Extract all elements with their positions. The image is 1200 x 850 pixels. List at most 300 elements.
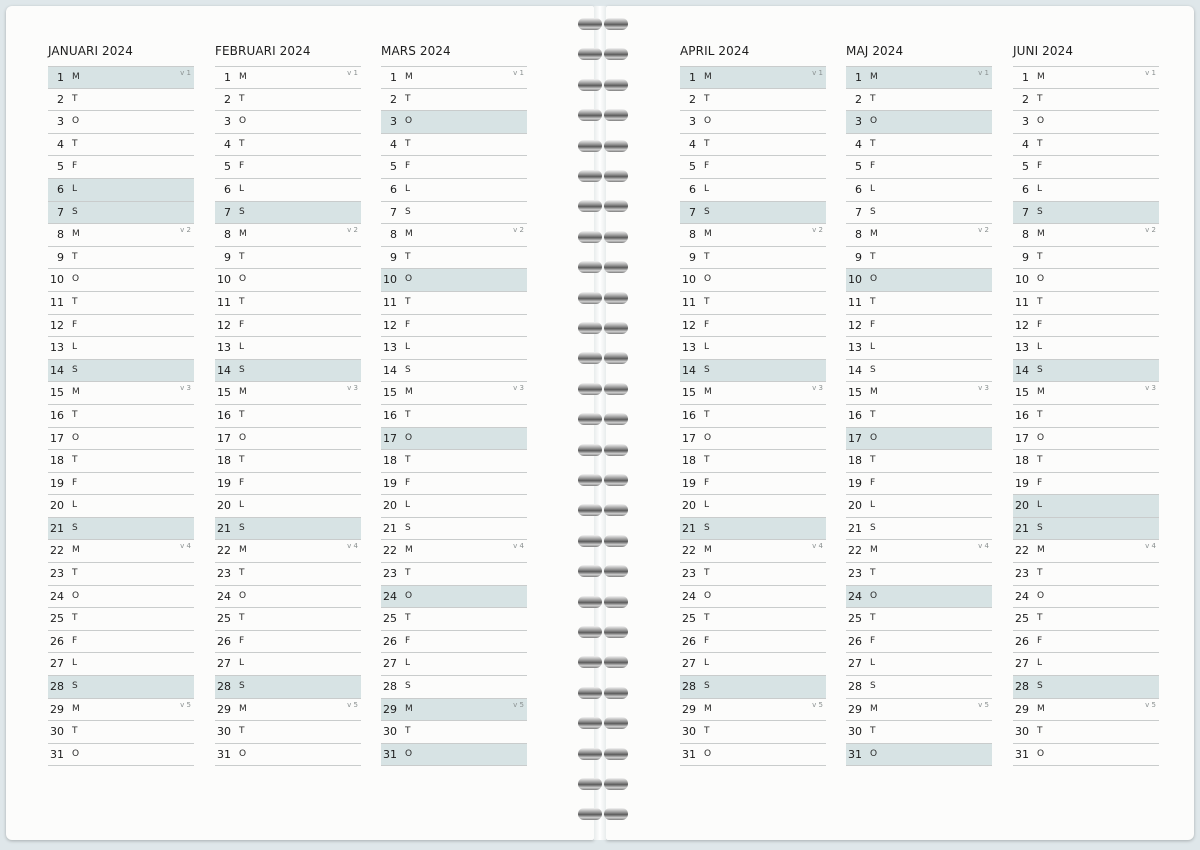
weekday-letter: F: [704, 319, 710, 330]
day-row: [381, 721, 527, 744]
month-title: JUNI 2024: [1013, 44, 1074, 58]
day-row: [680, 111, 826, 134]
day-number: 6: [855, 182, 862, 196]
weekday-letter: F: [405, 319, 411, 330]
weekday-letter: T: [1037, 613, 1043, 624]
day-row: [48, 134, 194, 157]
day-row: [48, 428, 194, 451]
binding-ring: [576, 292, 630, 304]
day-row: [381, 428, 527, 451]
weekday-letter: T: [72, 251, 78, 262]
day-number: 23: [1015, 567, 1029, 581]
day-row: [680, 202, 826, 225]
binding-ring: [576, 596, 630, 608]
weekday-letter: O: [1037, 748, 1045, 759]
binding-ring: [576, 261, 630, 273]
month-february: [215, 44, 361, 766]
weekday-letter: L: [1037, 342, 1043, 353]
day-row: [1013, 292, 1159, 315]
day-number: 7: [855, 205, 862, 219]
weekday-letter: T: [239, 409, 245, 420]
week-number: v 5: [1145, 700, 1156, 709]
weekday-letter: S: [870, 206, 876, 217]
weekday-letter: S: [405, 206, 411, 217]
binding-ring: [576, 717, 630, 729]
weekday-letter: T: [704, 93, 710, 104]
day-number: 13: [682, 341, 696, 355]
weekday-letter: T: [405, 409, 411, 420]
day-row: [48, 111, 194, 134]
day-number: 3: [57, 115, 64, 129]
week-number: v 2: [1145, 226, 1156, 235]
binding-ring: [576, 79, 630, 91]
day-number: 14: [50, 363, 64, 377]
month-january: [48, 44, 194, 766]
day-row: [846, 608, 992, 631]
day-number: 4: [689, 137, 696, 151]
day-number: 24: [682, 589, 696, 603]
weekday-letter: L: [405, 183, 411, 194]
day-number: 21: [383, 521, 397, 535]
weekday-letter: T: [72, 296, 78, 307]
day-number: 2: [855, 92, 862, 106]
day-number: 21: [848, 521, 862, 535]
weekday-letter: L: [239, 658, 245, 669]
day-number: 8: [390, 228, 397, 242]
day-row: [1013, 66, 1159, 89]
day-number: 13: [217, 341, 231, 355]
day-row: [680, 721, 826, 744]
weekday-letter: T: [239, 726, 245, 737]
weekday-letter: O: [239, 116, 247, 127]
weekday-letter: T: [72, 568, 78, 579]
weekday-letter: T: [1037, 296, 1043, 307]
day-row: [48, 405, 194, 428]
day-row: [846, 721, 992, 744]
weekday-letter: T: [405, 138, 411, 149]
weekday-letter: S: [704, 522, 710, 533]
day-number: 24: [848, 589, 862, 603]
day-number: 7: [689, 205, 696, 219]
weekday-letter: S: [72, 206, 78, 217]
weekday-letter: O: [704, 432, 712, 443]
day-number: 16: [848, 408, 862, 422]
weekday-letter: T: [72, 613, 78, 624]
day-row: [846, 563, 992, 586]
weekday-letter: M: [870, 703, 878, 714]
day-row: [1013, 111, 1159, 134]
day-number: 5: [224, 160, 231, 174]
month-title: FEBRUARI 2024: [215, 44, 311, 58]
weekday-letter: M: [704, 229, 712, 240]
day-number: 18: [848, 454, 862, 468]
day-number: 21: [682, 521, 696, 535]
day-number: 14: [217, 363, 231, 377]
day-number: 24: [1015, 589, 1029, 603]
day-number: 19: [848, 476, 862, 490]
day-number: 27: [50, 657, 64, 671]
day-row: [846, 269, 992, 292]
weekday-letter: S: [870, 681, 876, 692]
weekday-letter: T: [1037, 726, 1043, 737]
day-row: [215, 540, 361, 563]
binding-ring: [576, 504, 630, 516]
weekday-letter: O: [1037, 116, 1045, 127]
day-row: [846, 653, 992, 676]
day-row: [215, 269, 361, 292]
day-row: [846, 360, 992, 383]
day-number: 22: [383, 544, 397, 558]
day-row: [846, 699, 992, 722]
day-number: 14: [848, 363, 862, 377]
day-number: 2: [689, 92, 696, 106]
day-number: 12: [848, 318, 862, 332]
weekday-letter: F: [72, 477, 78, 488]
day-row: [215, 360, 361, 383]
day-number: 26: [1015, 634, 1029, 648]
weekday-letter: M: [704, 387, 712, 398]
day-number: 30: [1015, 725, 1029, 739]
day-number: 22: [50, 544, 64, 558]
weekday-letter: L: [239, 500, 245, 511]
weekday-letter: O: [405, 274, 413, 285]
day-number: 23: [848, 567, 862, 581]
week-number: v 3: [347, 384, 358, 393]
weekday-letter: T: [405, 296, 411, 307]
weekday-letter: M: [1037, 545, 1045, 556]
weekday-letter: O: [405, 116, 413, 127]
day-number: 17: [383, 431, 397, 445]
day-row: [381, 269, 527, 292]
day-number: 22: [848, 544, 862, 558]
day-number: 15: [848, 386, 862, 400]
day-row: [48, 744, 194, 767]
weekday-letter: L: [1037, 658, 1043, 669]
week-number: v 2: [812, 226, 823, 235]
day-row: [680, 405, 826, 428]
day-row: [48, 269, 194, 292]
weekday-letter: T: [239, 568, 245, 579]
weekday-letter: T: [704, 726, 710, 737]
day-row: [680, 66, 826, 89]
day-number: 14: [682, 363, 696, 377]
day-number: 8: [689, 228, 696, 242]
day-row: [381, 292, 527, 315]
week-number: v 1: [1145, 69, 1156, 77]
weekday-letter: T: [870, 726, 876, 737]
weekday-letter: F: [1037, 635, 1043, 646]
day-row: [680, 247, 826, 270]
day-number: 27: [1015, 657, 1029, 671]
month-june: [1013, 44, 1159, 766]
day-row: [846, 744, 992, 767]
weekday-letter: O: [405, 748, 413, 759]
day-row: [680, 156, 826, 179]
weekday-letter: F: [239, 477, 245, 488]
day-row: [846, 382, 992, 405]
day-row: [1013, 202, 1159, 225]
day-list: [381, 66, 527, 766]
weekday-letter: M: [72, 72, 80, 82]
day-number: 29: [848, 702, 862, 716]
day-number: 17: [217, 431, 231, 445]
week-number: v 5: [812, 700, 823, 709]
day-row: [215, 744, 361, 767]
weekday-letter: O: [72, 432, 80, 443]
day-number: 23: [682, 567, 696, 581]
day-number: 29: [1015, 702, 1029, 716]
day-number: 27: [217, 657, 231, 671]
weekday-letter: M: [72, 229, 80, 240]
day-row: [48, 382, 194, 405]
weekday-letter: M: [239, 545, 247, 556]
day-row: [381, 473, 527, 496]
weekday-letter: F: [870, 635, 876, 646]
day-number: 6: [390, 182, 397, 196]
binding-ring: [576, 778, 630, 790]
day-row: [680, 586, 826, 609]
day-number: 8: [1022, 228, 1029, 242]
weekday-letter: L: [239, 342, 245, 353]
week-number: v 4: [978, 542, 989, 551]
day-row: [215, 428, 361, 451]
month-title: JANUARI 2024: [48, 44, 133, 58]
weekday-letter: F: [239, 319, 245, 330]
week-number: v 4: [180, 542, 191, 551]
day-number: 31: [682, 747, 696, 761]
binding-ring: [576, 352, 630, 364]
day-number: 29: [50, 702, 64, 716]
day-number: 16: [383, 408, 397, 422]
day-number: 24: [217, 589, 231, 603]
weekday-letter: F: [870, 477, 876, 488]
day-number: 15: [1015, 386, 1029, 400]
day-number: 5: [57, 160, 64, 174]
weekday-letter: S: [704, 364, 710, 375]
day-row: [48, 66, 194, 89]
weekday-letter: M: [1037, 387, 1045, 398]
day-number: 28: [50, 680, 64, 694]
weekday-letter: M: [1037, 72, 1045, 82]
day-row: [1013, 473, 1159, 496]
day-number: 3: [224, 115, 231, 129]
day-number: 18: [682, 454, 696, 468]
day-row: [846, 337, 992, 360]
day-row: [680, 631, 826, 654]
day-number: 11: [383, 295, 397, 309]
day-number: 4: [1022, 137, 1029, 151]
day-row: [48, 518, 194, 541]
weekday-letter: S: [72, 364, 78, 375]
weekday-letter: M: [405, 387, 413, 398]
day-number: 28: [848, 680, 862, 694]
day-number: 20: [682, 499, 696, 513]
weekday-letter: F: [704, 161, 710, 172]
day-row: [680, 315, 826, 338]
weekday-letter: S: [72, 681, 78, 692]
day-row: [846, 495, 992, 518]
day-number: 31: [50, 747, 64, 761]
binding-ring: [576, 413, 630, 425]
weekday-letter: M: [1037, 229, 1045, 240]
weekday-letter: L: [870, 500, 876, 511]
binding-ring: [576, 656, 630, 668]
day-row: [48, 89, 194, 112]
weekday-letter: M: [239, 229, 247, 240]
day-number: 25: [50, 612, 64, 626]
weekday-letter: L: [704, 183, 710, 194]
weekday-letter: M: [405, 545, 413, 556]
day-number: 3: [855, 115, 862, 129]
day-row: [381, 405, 527, 428]
weekday-letter: T: [405, 613, 411, 624]
day-number: 25: [848, 612, 862, 626]
day-number: 26: [50, 634, 64, 648]
day-row: [48, 337, 194, 360]
binding-ring: [576, 565, 630, 577]
weekday-letter: T: [1037, 568, 1043, 579]
day-row: [215, 66, 361, 89]
weekday-letter: F: [405, 477, 411, 488]
day-row: [48, 224, 194, 247]
day-row: [215, 586, 361, 609]
month-title: MARS 2024: [381, 44, 451, 58]
day-row: [680, 473, 826, 496]
day-number: 20: [1015, 499, 1029, 513]
weekday-letter: T: [72, 455, 78, 466]
day-row: [846, 179, 992, 202]
day-number: 8: [855, 228, 862, 242]
day-row: [1013, 337, 1159, 360]
day-number: 29: [217, 702, 231, 716]
week-number: v 1: [513, 69, 524, 77]
weekday-letter: M: [405, 229, 413, 240]
day-row: [680, 224, 826, 247]
weekday-letter: O: [870, 432, 878, 443]
day-number: 12: [1015, 318, 1029, 332]
day-number: 15: [217, 386, 231, 400]
day-row: [680, 495, 826, 518]
day-row: [48, 676, 194, 699]
weekday-letter: L: [72, 342, 78, 353]
day-row: [846, 89, 992, 112]
day-row: [381, 156, 527, 179]
day-row: [48, 631, 194, 654]
day-row: [680, 428, 826, 451]
day-number: 23: [217, 567, 231, 581]
weekday-letter: T: [239, 251, 245, 262]
weekday-letter: O: [405, 590, 413, 601]
binding-ring: [576, 48, 630, 60]
day-row: [215, 382, 361, 405]
week-number: v 5: [513, 700, 524, 709]
weekday-letter: T: [239, 93, 245, 104]
binding-ring: [576, 626, 630, 638]
weekday-letter: M: [405, 72, 413, 82]
day-row: [381, 676, 527, 699]
day-number: 19: [50, 476, 64, 490]
binding-ring: [576, 474, 630, 486]
day-number: 30: [217, 725, 231, 739]
day-number: 6: [1022, 182, 1029, 196]
day-row: [1013, 653, 1159, 676]
day-row: [381, 653, 527, 676]
binding-ring: [576, 200, 630, 212]
weekday-letter: M: [72, 703, 80, 714]
weekday-letter: S: [1037, 206, 1043, 217]
day-number: 24: [383, 589, 397, 603]
day-row: [381, 495, 527, 518]
day-row: [215, 631, 361, 654]
day-number: 26: [383, 634, 397, 648]
day-number: 31: [1015, 747, 1029, 761]
day-row: [1013, 676, 1159, 699]
day-row: [846, 292, 992, 315]
day-row: [381, 202, 527, 225]
day-number: 27: [848, 657, 862, 671]
day-row: [48, 360, 194, 383]
day-number: 24: [50, 589, 64, 603]
week-number: v 3: [978, 384, 989, 393]
day-number: 12: [50, 318, 64, 332]
day-row: [381, 337, 527, 360]
day-number: 21: [217, 521, 231, 535]
day-row: [381, 66, 527, 89]
day-row: [215, 134, 361, 157]
day-row: [215, 247, 361, 270]
day-number: 13: [848, 341, 862, 355]
weekday-letter: T: [870, 568, 876, 579]
week-number: v 2: [513, 226, 524, 235]
day-number: 20: [50, 499, 64, 513]
weekday-letter: S: [704, 681, 710, 692]
day-number: 9: [57, 250, 64, 264]
day-number: 20: [383, 499, 397, 513]
week-number: v 5: [347, 700, 358, 709]
day-number: 9: [855, 250, 862, 264]
week-number: v 3: [1145, 384, 1156, 393]
weekday-letter: L: [239, 183, 245, 194]
weekday-letter: S: [72, 522, 78, 533]
day-number: 30: [848, 725, 862, 739]
day-number: 5: [390, 160, 397, 174]
weekday-letter: O: [704, 748, 712, 759]
weekday-letter: O: [239, 274, 247, 285]
day-number: 1: [1022, 71, 1029, 84]
weekday-letter: T: [870, 93, 876, 104]
day-row: [215, 89, 361, 112]
weekday-letter: L: [72, 183, 78, 194]
day-number: 6: [57, 182, 64, 196]
weekday-letter: T: [239, 296, 245, 307]
day-row: [381, 586, 527, 609]
day-row: [846, 247, 992, 270]
weekday-letter: T: [704, 613, 710, 624]
day-row: [846, 586, 992, 609]
weekday-letter: O: [1037, 274, 1045, 285]
weekday-letter: O: [704, 590, 712, 601]
day-number: 9: [1022, 250, 1029, 264]
weekday-letter: F: [704, 635, 710, 646]
day-row: [1013, 631, 1159, 654]
day-row: [680, 450, 826, 473]
weekday-letter: O: [870, 116, 878, 127]
day-row: [48, 495, 194, 518]
day-number: 7: [1022, 205, 1029, 219]
day-row: [680, 563, 826, 586]
day-number: 22: [1015, 544, 1029, 558]
weekday-letter: T: [704, 409, 710, 420]
